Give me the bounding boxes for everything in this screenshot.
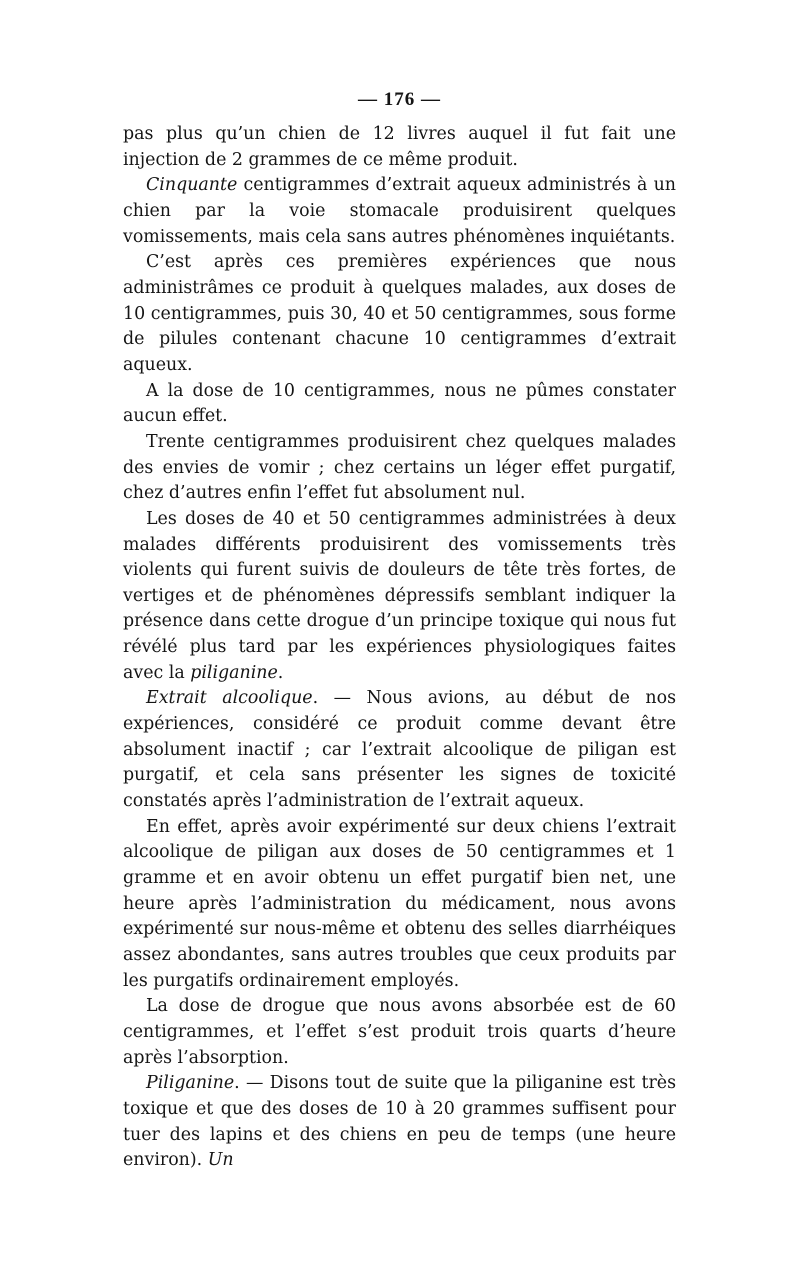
paragraph-8 [123,815,676,995]
paragraph-10 [123,1071,676,1174]
paragraph-text: pas plus qu’un chien de 12 livres auquel il fut fait une injection de 2 grammes de ce même produit. [123,124,676,170]
paragraph-6 [123,507,676,687]
paragraph-4 [123,379,676,430]
paragraph-text: . — Nous avions, au début de nos expériences, considéré ce produit comme devant être absolument inactif ; car l’extrait alcoolique de piligan est purgatif, et cela sans présenter les signes de toxicité constatés après l’administration de l’extrait aqueux. [123,688,676,812]
paragraph-text: Les doses de 40 et 50 centigrammes administrées à deux malades différents produisirent des vomissements très violents qui furent suivis de douleurs de tête très fortes, de vertiges et de phénomènes dépressifs semblant indiquer la présence dans cette drogue d’un principe toxique qui nous fut révélé plus tard par les expériences physiologiques faites avec la [123,508,676,683]
paragraph-text: . — Disons tout de suite que la piliganine est très toxique et que des doses de 10 à 20 grammes suffisent pour tuer des lapins et des chiens en peu de temps (une heure environ). [123,1073,676,1171]
section-heading-piliganine: Piliganine [146,1073,235,1094]
paragraph-text: Trente centigrammes produisirent chez quelques malades des envies de vomir ; chez certains un léger effet purgatif, chez d’autres enfin l’effet fut absolument nul. [123,431,676,504]
book-page [123,88,676,1174]
paragraph-9 [123,994,676,1071]
italic-lead-word: Cinquante [146,175,238,196]
paragraph-5 [123,430,676,507]
paragraph-text: A la dose de 10 centigrammes, nous ne pûmes constater aucun effet. [123,380,676,427]
paragraph-text: En effet, après avoir expérimenté sur deux chiens l’extrait alcoolique de piligan aux doses de 50 centigrammes et 1 gramme et en avoir obtenu un effet purgatif bien net, une heure après l’administration du médicament, nous avons expérimenté sur nous-même et obtenu des selles diarrhéiques assez abondantes, sans autres troubles que ceux produits par les purgatifs ordinairement employés. [123,816,676,991]
paragraph-3 [123,250,676,378]
italic-continuation-word: Un [207,1150,234,1171]
section-heading-extrait-alcoolique: Extrait alcoolique [146,688,313,709]
paragraph-7 [123,686,676,814]
page-number: — 176 — [358,89,441,110]
paragraph-1 [123,122,676,173]
paragraph-2 [123,173,676,250]
paragraph-text: C’est après ces premières expériences que nous administrâmes ce produit à quelques malades, aux doses de 10 centigrammes, puis 30, 40 et 50 centigrammes, sous forme de pilules contenant chacune 10 centigrammes d’extrait aqueux. [123,252,676,375]
paragraph-text: centigrammes d’extrait aqueux administrés à un chien par la voie stomacale produisirent quelques vomissements, mais cela sans autres phénomènes inquiétants. [123,175,676,247]
italic-term: piliganine [190,662,278,683]
paragraph-text: . [277,662,284,683]
paragraph-text: La dose de drogue que nous avons absorbée est de 60 centigrammes, et l’effet s’est produit trois quarts d’heure après l’absorption. [123,996,676,1068]
